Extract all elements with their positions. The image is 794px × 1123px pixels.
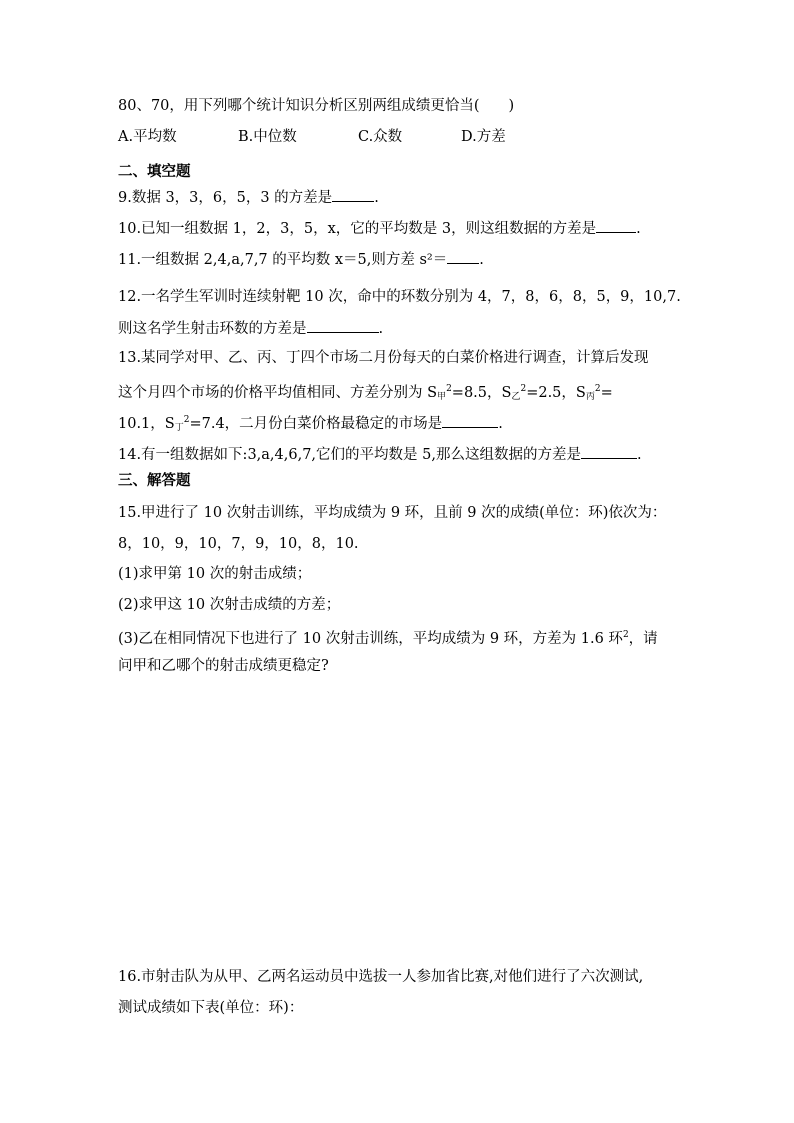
q8-option-a: A.平均数 bbox=[118, 129, 177, 145]
q13-end: . bbox=[498, 416, 503, 432]
q15-part2: (2)求甲这 10 次射击成绩的方差； bbox=[118, 597, 341, 613]
q14 bbox=[118, 444, 642, 465]
q13-text-c: =2.5，S bbox=[526, 385, 586, 401]
q14-text: 14.有一组数据如下:3,a,4,6,7,它们的平均数是 5,那么这组数据的方差是 bbox=[118, 447, 581, 463]
q13-sub-jia: 甲 bbox=[437, 392, 447, 402]
q14-answer-blank bbox=[581, 444, 637, 459]
q9-end: . bbox=[374, 190, 379, 206]
q11-end: . bbox=[479, 252, 484, 268]
q13-sub-bing: 丙 bbox=[585, 392, 595, 402]
q15-part3-line2: 问甲和乙哪个的射击成绩更稳定? bbox=[118, 658, 329, 674]
q11-answer-blank bbox=[447, 249, 479, 264]
q15-part3 bbox=[118, 625, 658, 649]
q13-sq: 2 bbox=[594, 384, 601, 394]
section-title-answer: 三、解答题 bbox=[118, 472, 191, 489]
q14-end: . bbox=[636, 447, 642, 463]
q8-option-c: C.众数 bbox=[358, 129, 403, 145]
q12-text: 则这名学生射击环数的方差是 bbox=[118, 321, 307, 337]
section-title-fill-in: 二、填空题 bbox=[118, 163, 191, 180]
q13-line1: 13.某同学对甲、乙、丙、丁四个市场二月份每天的白菜价格进行调查，计算后发现 bbox=[118, 350, 649, 366]
q16-line2: 测试成绩如下表(单位：环)： bbox=[118, 1000, 304, 1016]
q16-line1: 16.市射击队为从甲、乙两名运动员中选拔一人参加省比赛,对他们进行了六次测试, bbox=[118, 969, 644, 985]
q15-part3-text: (3)乙在相同情况下也进行了 10 次射击训练，平均成绩为 9 环，方差为 1.6 环 bbox=[118, 631, 623, 647]
q15-part1: (1)求甲第 10 次的射击成绩； bbox=[118, 566, 312, 582]
q15-part3-sup: 2 bbox=[622, 630, 629, 640]
q15-line1: 15.甲进行了 10 次射击训练，平均成绩为 9 环，且前 9 次的成绩(单位：环)依次为： bbox=[118, 505, 667, 521]
q13-line2 bbox=[118, 379, 613, 407]
q15-line2: 8，10，9，10，7，9，10，8，10. bbox=[118, 536, 359, 552]
q9-answer-blank bbox=[332, 187, 374, 202]
q13-sub-ding: 丁 bbox=[174, 423, 184, 433]
q13-text-d: = bbox=[600, 385, 613, 401]
q12-line2 bbox=[118, 318, 383, 339]
q11-text: 11.一组数据 2,4,a,7,7 的平均数 x＝5,则方差 s²＝ bbox=[118, 252, 448, 268]
q13-text-f: =7.4，二月份白菜价格最稳定的市场是 bbox=[189, 416, 443, 432]
q10-answer-blank bbox=[596, 218, 636, 233]
q13-sq: 2 bbox=[183, 415, 190, 425]
q10-text: 10.已知一组数据 1，2，3，5，x，它的平均数是 3，则这组数据的方差是 bbox=[118, 221, 597, 237]
q13-line3 bbox=[118, 410, 503, 438]
q12-line1: 12.一名学生军训时连续射靶 10 次，命中的环数分别为 4，7，8，6，8，5，9，10,7. bbox=[118, 289, 681, 305]
q11 bbox=[118, 249, 484, 270]
q9 bbox=[118, 187, 379, 208]
q13-text-b: =8.5，S bbox=[451, 385, 512, 401]
q10 bbox=[118, 218, 641, 239]
q13-text-e: 10.1，S bbox=[118, 416, 175, 432]
q13-sub-yi: 乙 bbox=[511, 392, 521, 402]
q8-option-b: B.中位数 bbox=[238, 129, 297, 145]
q12-answer-blank bbox=[307, 318, 379, 333]
q8-stem: 80、70，用下列哪个统计知识分析区别两组成绩更恰当( ) bbox=[118, 98, 515, 114]
q13-sq: 2 bbox=[520, 384, 527, 394]
q9-text: 9.数据 3，3，6，5，3 的方差是 bbox=[118, 190, 333, 206]
q13-answer-blank bbox=[442, 413, 498, 428]
q10-end: . bbox=[636, 221, 641, 237]
q13-sq: 2 bbox=[446, 384, 452, 394]
q12-end: . bbox=[378, 321, 384, 337]
q8-option-d: D.方差 bbox=[461, 129, 506, 145]
q13-text-a: 这个月四个市场的价格平均值相同、方差分别为 S bbox=[118, 385, 438, 401]
q15-part3-end: ，请 bbox=[628, 631, 658, 647]
